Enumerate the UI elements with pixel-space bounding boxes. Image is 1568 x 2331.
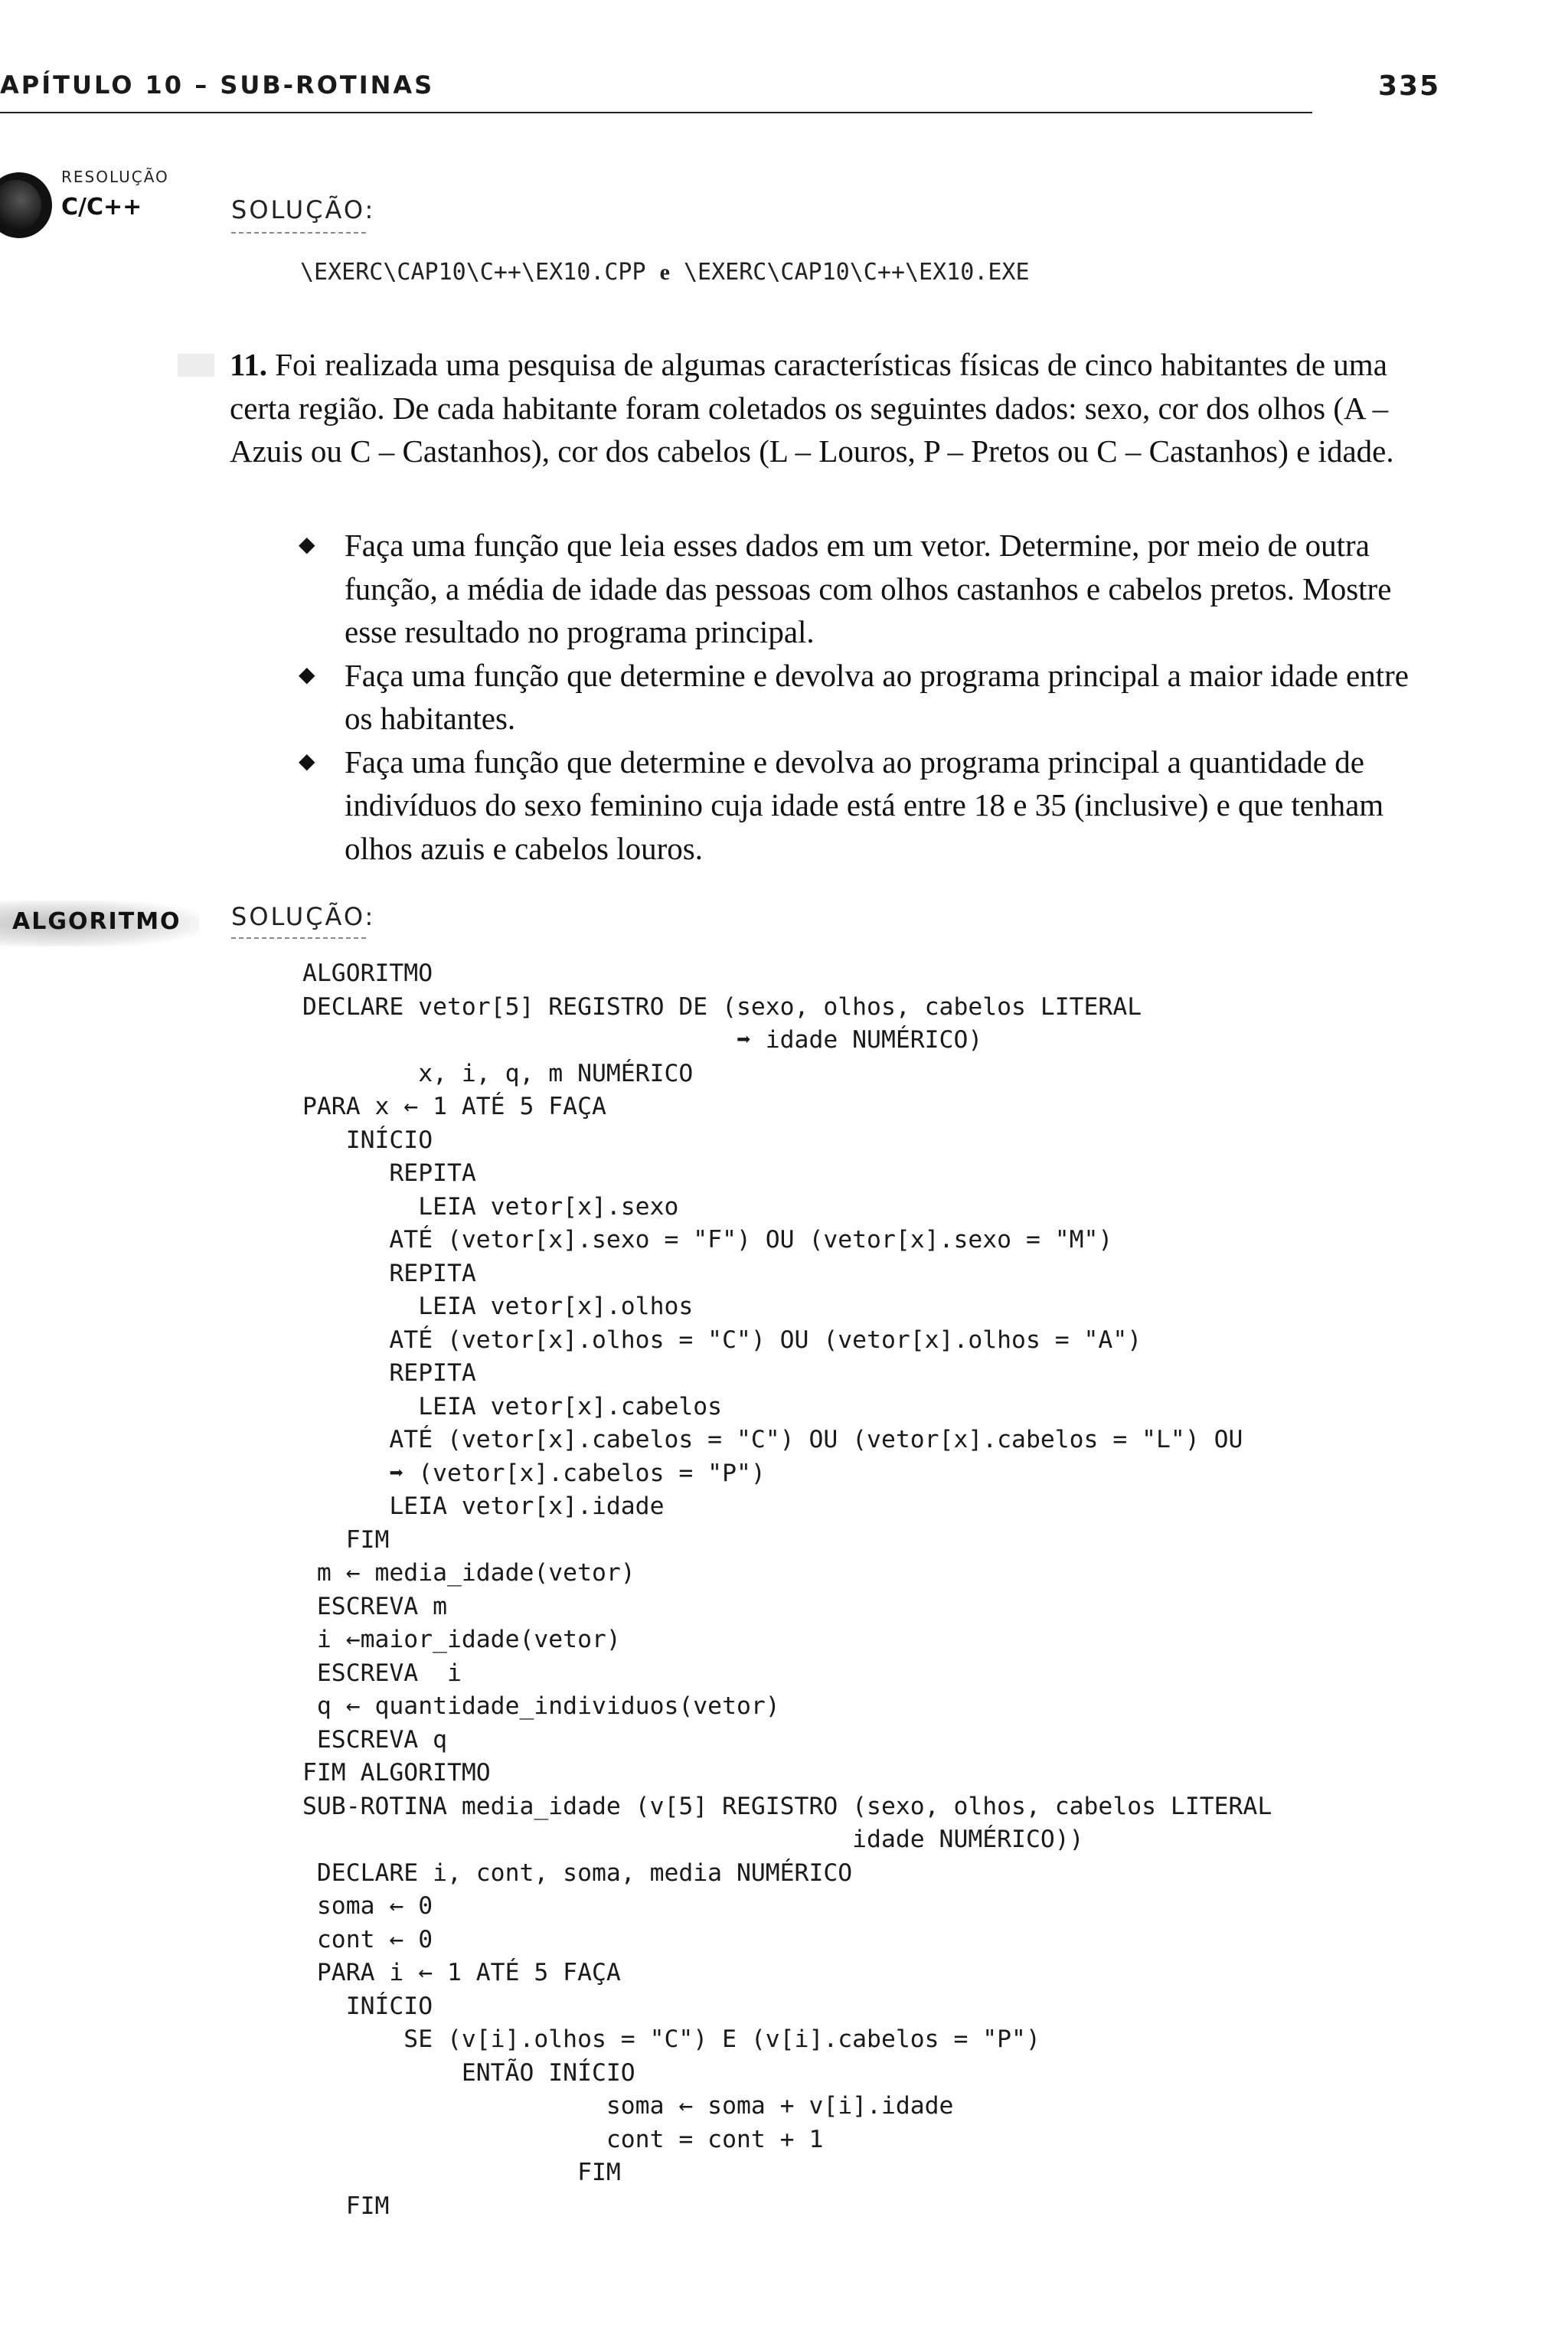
exercise-statement: [230, 343, 1444, 473]
code-line: DECLARE vetor[5] REGISTRO DE (sexo, olhos, cabelos LITERAL: [302, 992, 1142, 1021]
exercise-number: 11.: [230, 347, 267, 382]
diamond-bullet-icon: ◆: [299, 749, 315, 773]
code-line: FIM: [302, 1525, 390, 1554]
scan-speck: [178, 354, 214, 377]
algoritmo-badge: [0, 901, 199, 946]
code-line: INÍCIO: [302, 1126, 433, 1154]
code-line: ESCREVA q: [302, 1725, 447, 1754]
solution-underline: [231, 232, 369, 234]
cpp-file-path: \EXERC\CAP10\C++\EX10.CPP: [300, 259, 646, 286]
resolucao-badge: [0, 165, 191, 241]
code-line: ESCREVA i: [302, 1659, 462, 1687]
diamond-bullet-icon: ◆: [299, 662, 315, 687]
code-line: cont ← 0: [302, 1925, 433, 1953]
header-rule: [0, 112, 1312, 113]
code-line: FIM: [302, 2192, 390, 2220]
exe-file-path: \EXERC\CAP10\C++\EX10.EXE: [684, 259, 1030, 286]
bullet-text: Faça uma função que determine e devolva ao programa principal a maior idade entre os habitantes.: [345, 657, 1409, 736]
code-line: ALGORITMO: [302, 960, 433, 987]
code-line: m ← media_idade(vetor): [302, 1559, 635, 1587]
code-line: ➡ (vetor[x].cabelos = "P"): [302, 1459, 766, 1487]
code-line: PARA i ← 1 ATÉ 5 FAÇA: [302, 1959, 621, 1986]
resolucao-label: RESOLUÇÃO: [61, 168, 169, 186]
code-line: INÍCIO: [302, 1992, 433, 2020]
code-line: ESCREVA m: [302, 1592, 447, 1620]
code-line: REPITA: [302, 1159, 476, 1187]
solution-heading-cpp: SOLUÇÃO:: [231, 195, 376, 224]
code-line: q ← quantidade_individuos(vetor): [302, 1692, 780, 1720]
diamond-bullet-icon: ◆: [299, 533, 315, 557]
code-line: ATÉ (vetor[x].sexo = "F") OU (vetor[x].sexo = "M"): [302, 1226, 1113, 1254]
code-line: i ←maior_idade(vetor): [302, 1626, 621, 1653]
bullet-text: Faça uma função que determine e devolva ao programa principal a quantidade de indivíduos do sexo feminino cuja idade está entre 18 e 35 (inclusive) e que tenham olhos azuis e cabelos louros.: [345, 744, 1384, 866]
cpp-label: C/C++: [61, 194, 142, 221]
code-line: FIM: [302, 2159, 621, 2186]
code-line: LEIA vetor[x].sexo: [302, 1192, 679, 1221]
code-line: PARA x ← 1 ATÉ 5 FAÇA: [302, 1093, 606, 1120]
code-line: ATÉ (vetor[x].olhos = "C") OU (vetor[x].olhos = "A"): [302, 1326, 1142, 1354]
resolucao-disc-icon: [0, 172, 52, 238]
list-item: [299, 740, 1444, 871]
list-item: [299, 654, 1444, 740]
solution-heading-algorithm: SOLUÇÃO:: [231, 902, 376, 931]
code-line: LEIA vetor[x].idade: [302, 1492, 665, 1520]
code-line: FIM ALGORITMO: [302, 1759, 491, 1787]
code-line: LEIA vetor[x].cabelos: [302, 1392, 723, 1421]
bullet-text: Faça uma função que leia esses dados em um vetor. Determine, por meio de outra função, a média de idade das pessoas com olhos castanhos e cabelos pretos. Mostre esse resultado no programa principal.: [345, 528, 1392, 649]
solution-underline: [231, 937, 369, 939]
list-item: [299, 524, 1444, 654]
code-line: SE (v[i].olhos = "C") E (v[i].cabelos = "P"): [302, 2025, 1040, 2053]
code-line: ATÉ (vetor[x].cabelos = "C") OU (vetor[x].cabelos = "L") OU: [302, 1426, 1243, 1453]
code-line: soma ← 0: [302, 1892, 433, 1920]
code-line: soma ← soma + v[i].idade: [302, 2092, 954, 2120]
algoritmo-label: ALGORITMO: [12, 908, 181, 935]
code-line: DECLARE i, cont, soma, media NUMÉRICO: [302, 1859, 853, 1887]
running-head: APÍTULO 10 – SUB-ROTINAS: [0, 70, 435, 100]
file-paths: [300, 259, 1030, 286]
code-line: SUB-ROTINA media_idade (v[5] REGISTRO (sexo, olhos, cabelos LITERAL: [302, 1792, 1272, 1820]
pseudocode-listing: [302, 957, 1272, 2223]
code-line: REPITA: [302, 1259, 476, 1287]
path-connector: e: [659, 260, 670, 285]
requirement-list: [299, 524, 1444, 870]
code-line: LEIA vetor[x].olhos: [302, 1293, 694, 1320]
code-line: REPITA: [302, 1359, 476, 1387]
exercise-text: Foi realizada uma pesquisa de algumas características físicas de cinco habitantes de uma certa região. De cada habitante foram coletados os seguintes dados: sexo, cor dos olhos (A – Azuis ou C – Castanhos), cor dos cabelos (L – Louros, P – Pretos ou C – Castanhos) e idade.: [230, 347, 1394, 469]
code-line: x, i, q, m NUMÉRICO: [302, 1059, 694, 1087]
code-line: idade NUMÉRICO)): [302, 1826, 1084, 1853]
code-line: cont = cont + 1: [302, 2125, 824, 2153]
code-line: ENTÃO INÍCIO: [302, 2058, 635, 2087]
page-number: 335: [1378, 70, 1441, 102]
code-line: ➡ idade NUMÉRICO): [302, 1026, 983, 1054]
